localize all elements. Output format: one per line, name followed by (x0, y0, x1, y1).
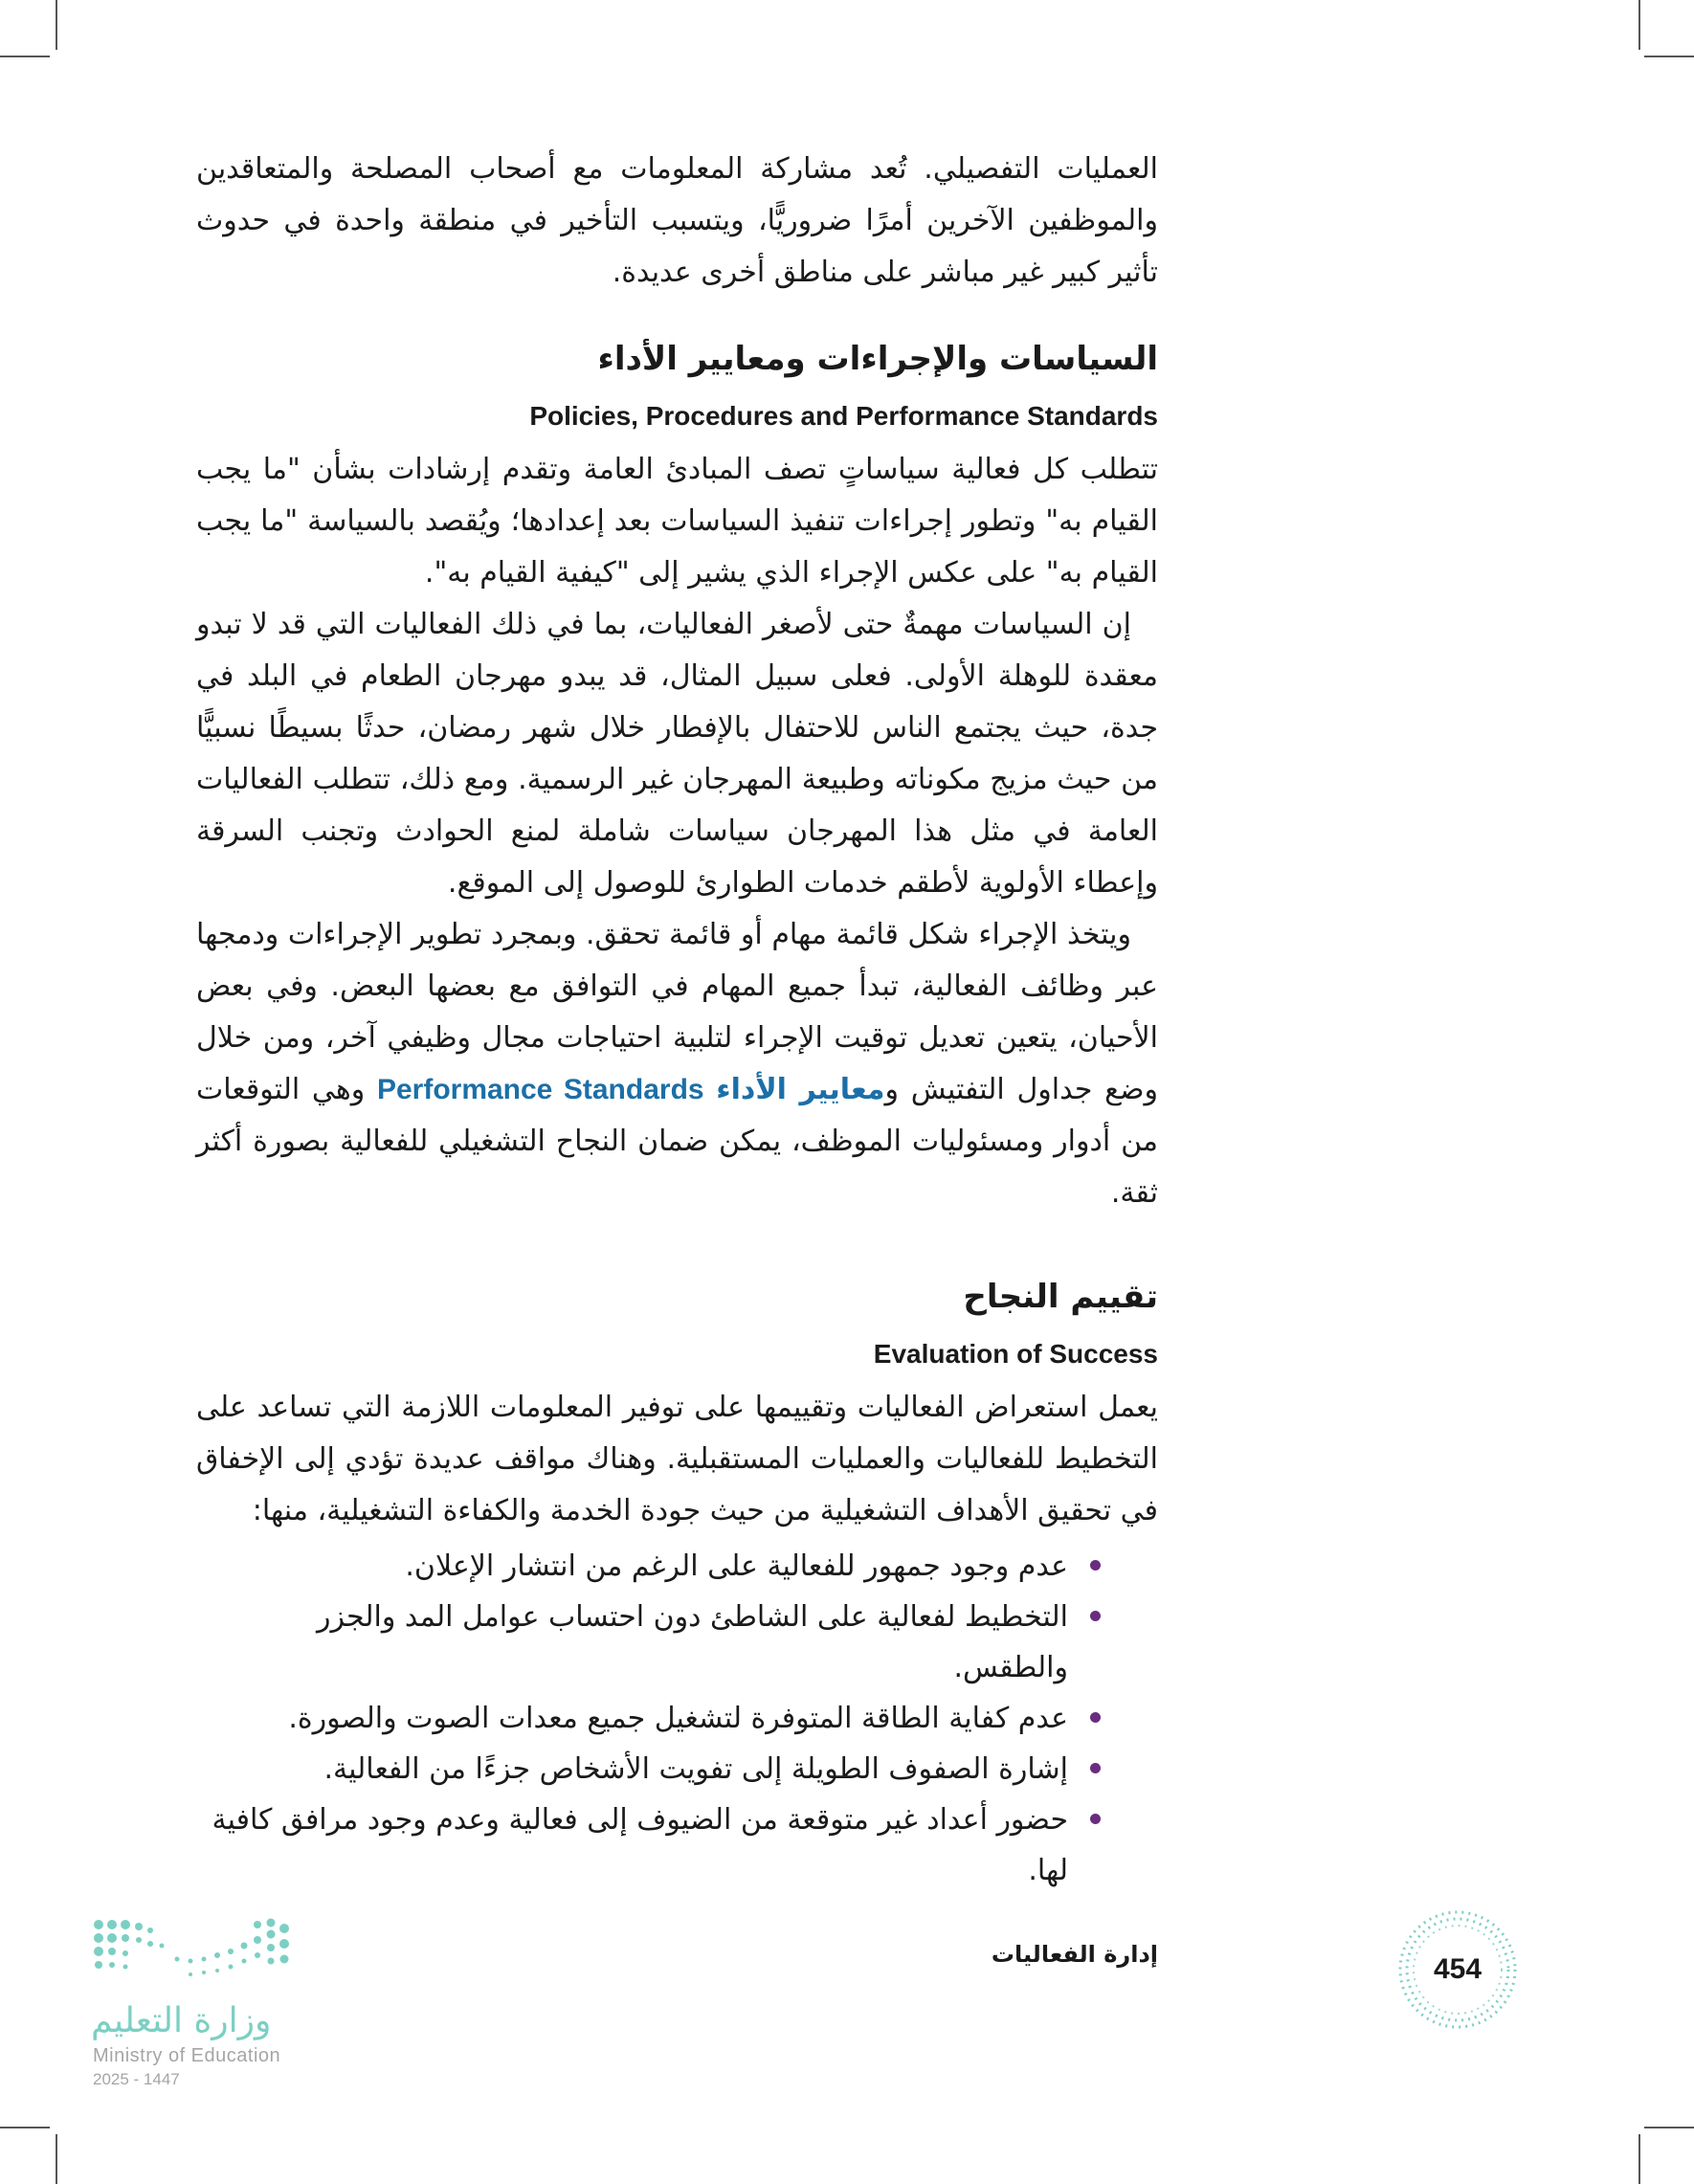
crop-mark (1638, 0, 1640, 50)
list-item-text: عدم كفاية الطاقة المتوفرة لتشغيل جميع معدات الصوت والصورة. (288, 1702, 1068, 1735)
ministry-year: 2025 - 1447 (93, 2070, 180, 2088)
bullet-icon (1090, 1712, 1101, 1723)
crop-mark (1644, 56, 1694, 57)
main-content (196, 144, 1158, 1896)
section-heading-policies-en: Policies, Procedures and Performance Standards (529, 401, 1158, 431)
bullet-icon (1090, 1763, 1101, 1773)
crop-mark (56, 2134, 57, 2184)
policies-paragraph-1: تتطلب كل فعالية سياساتٍ تصف المبادئ العامة وتقدم إرشادات بشأن "ما يجب القيام به" وتطور إجراءات تنفيذ السياسات بعد إعدادها؛ ويُقصد بالسياسة "ما يجب القيام به" على عكس الإجراء الذي يشير إلى "كيفية القيام به". (196, 453, 1158, 590)
list-item-text: التخطيط لفعالية على الشاطئ دون احتساب عوامل المد والجزر والطقس. (316, 1600, 1068, 1684)
page-number: 454 (1433, 1953, 1482, 1985)
list-item-text: عدم وجود جمهور للفعالية على الرغم من انتشار الإعلان. (405, 1549, 1068, 1583)
crop-mark (56, 0, 57, 50)
section-heading-evaluation-en: Evaluation of Success (873, 1339, 1158, 1369)
paragraph-text: ويتخذ الإجراء شكل قائمة مهام أو قائمة تحقق. وبمجرد تطوير الإجراءات ودمجها عبر وظائف الفعالية، تبدأ جميع المهام في التوافق مع بعضها البعض. وفي بعض الأحيان، يتعين تعديل توقيت الإجراء لتلبية احتياجات مجال وظيفي آخر، ومن خلال وضع جداول التفتيش و (196, 918, 1159, 1106)
list-item-text: إشارة الصفوف الطويلة إلى تفويت الأشخاص جزءًا من الفعالية. (323, 1752, 1068, 1786)
paragraph-text: وهي التوقعات من أدوار ومسئوليات الموظف، يمكن ضمان النجاح التشغيلي للفعالية بصورة أكثر ثقة. (196, 1073, 1158, 1210)
ministry-name-ar: وزارة التعليم (91, 2001, 272, 2040)
list-item-text: حضور أعداد غير متوقعة من الضيوف إلى فعالية وعدم وجود مرافق كافية لها. (212, 1803, 1068, 1887)
key-term-ar: معايير الأداء (716, 1073, 885, 1106)
book-title: إدارة الفعاليات (991, 1941, 1158, 1968)
failure-causes-list (196, 1541, 1158, 1896)
crop-mark (0, 2127, 50, 2128)
section-heading-evaluation-ar: تقييم النجاح (963, 1278, 1158, 1316)
policies-paragraph-3 (196, 909, 1158, 1219)
crop-mark (1638, 2134, 1640, 2184)
bullet-icon (1090, 1611, 1101, 1621)
list-item (196, 1541, 1101, 1592)
policies-paragraph-2: إن السياسات مهمةٌ حتى لأصغر الفعاليات، بما في ذلك الفعاليات التي قد لا تبدو معقدة للوهلة الأولى. فعلى سبيل المثال، قد يبدو مهرجان الطعام في البلد في جدة، حيث يجتمع الناس للاحتفال بالإفطار خلال شهر رمضان، حدثًا بسيطًا نسبيًّا من حيث مزيج مكوناته وطبيعة المهرجان غير الرسمية. ومع ذلك، تتطلب الفعاليات العامة في مثل هذا المهرجان سياسات شاملة لمنع الحوادث وتجنب السرقة وإعطاء الأولوية لأطقم خدمات الطوارئ للوصول إلى الموقع. (196, 608, 1158, 900)
crop-mark (1644, 2127, 1694, 2128)
crop-mark (0, 56, 50, 57)
evaluation-paragraph: يعمل استعراض الفعاليات وتقييمها على توفير المعلومات اللازمة التي تساعد على التخطيط للفعاليات والعمليات المستقبلية. وهناك مواقف عديدة تؤدي إلى الإخفاق في تحقيق الأهداف التشغيلية من حيث جودة الخدمة والكفاءة التشغيلية، منها: (196, 1391, 1158, 1527)
list-item (196, 1744, 1101, 1794)
ministry-logo-icon (91, 1917, 301, 1984)
list-item (196, 1592, 1101, 1693)
list-item (196, 1693, 1101, 1744)
section-heading-policies-ar: السياسات والإجراءات ومعايير الأداء (597, 340, 1158, 378)
ministry-name-en: Ministry of Education (93, 2045, 281, 2066)
intro-paragraph: العمليات التفصيلي. تُعد مشاركة المعلومات مع أصحاب المصلحة والمتعاقدين والموظفين الآخرين أمرًا ضروريًّا، ويتسبب التأخير في منطقة واحدة في حدوث تأثير كبير غير مباشر على مناطق أخرى عديدة. (196, 152, 1158, 289)
bullet-icon (1090, 1814, 1101, 1824)
list-item (196, 1794, 1101, 1896)
key-term-en: Performance Standards (376, 1074, 704, 1105)
bullet-icon (1090, 1560, 1101, 1571)
